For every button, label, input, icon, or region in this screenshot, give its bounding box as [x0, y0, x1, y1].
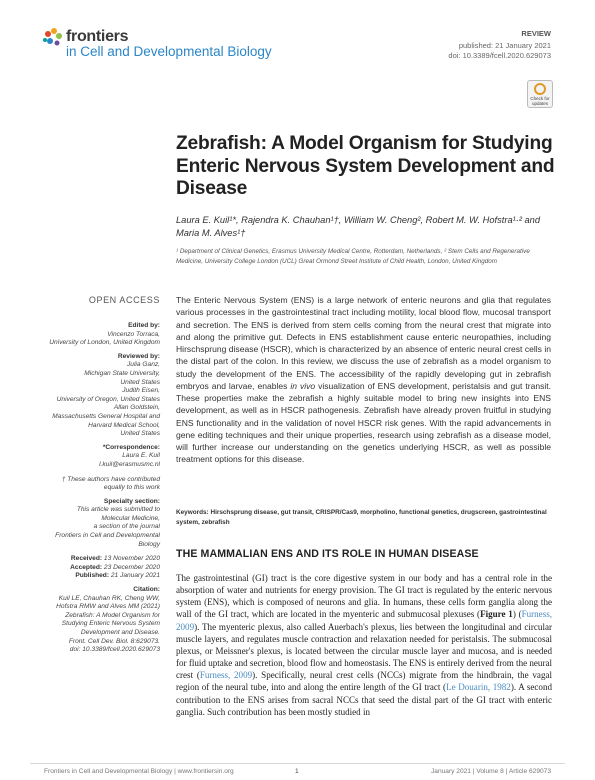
reviewer-affiliation: Michigan State University, — [84, 369, 160, 377]
figure-ref[interactable]: Figure 1 — [480, 609, 513, 620]
specialty-line: a section of the journal — [93, 523, 160, 531]
section-heading: THE MAMMALIAN ENS AND ITS ROLE IN HUMAN DISEASE — [176, 548, 479, 560]
citation-line: Studying Enteric Nervous System — [61, 620, 160, 628]
journal-name: in Cell and Developmental Biology — [66, 44, 272, 59]
check-badge-label: Check for updates — [530, 96, 550, 106]
received-date: 13 November 2020 — [103, 555, 160, 563]
footer-journal[interactable]: Frontiers in Cell and Developmental Biology | www.frontiersin.org — [44, 768, 234, 775]
abstract — [176, 294, 551, 466]
doi-link[interactable]: doi: 10.3389/fcell.2020.629073 — [448, 51, 551, 60]
citation-line: Kuil LE, Chauhan RK, Cheng WW, — [58, 594, 160, 602]
accepted-date: 23 December 2020 — [103, 563, 160, 571]
abstract-text: The Enteric Nervous System (ENS) is a large network of enteric neurons and glia that regulates various processes in the gastrointestinal tract including motility, local blood flow, mucosal transport and secretion. The ENS is derived from stem cells coming from the neural crest that migrate into and along the primitive gut. Defects in ENS establishment cause enteric neuropathies, including Hirschsprung disease (HSCR), which is characterized by an absence of enteric neural crest cells in the distal part of the colon. In this review, we discuss the use of zebrafish as a model organism to study the development of the ENS. The accessibility of the rapidly developing gut in zebrafish embryos and larvae, enables — [176, 295, 551, 391]
article-sidebar — [30, 322, 160, 655]
keywords — [176, 508, 551, 527]
article-dates — [30, 555, 160, 581]
reviewer-affiliation: University of Oregon, United States — [56, 395, 160, 403]
abstract-text: visualization of ENS development, peristalsis and gut transit. These properties make the zebrafish a highly suitable model to bring new insights into ENS development, as well as in HSCR pathogenesis. Zebrafish have already proven fruitful in studying ENS functionality and in the validation of novel HSCR risk genes. With the rapid advancements in gene editing techniques and their unique properties, research using zebrafish as a disease model, will further increase our understanding on the genetics underlying HSCR, as well as possible treatment options for this disease. — [176, 380, 552, 465]
reviewer-affiliation: Massachusetts General Hospital and — [52, 412, 160, 420]
footer-divider — [30, 763, 565, 764]
reviewer-name: Judith Eisen, — [122, 387, 160, 395]
citation-label: Citation: — [133, 586, 160, 594]
specialty-line: Biology — [138, 540, 160, 548]
body-span: ). The myenteric plexus, also called Auerbach's plexus, lies between the longitudinal and circular muscle layers, and regulates muscle contraction and relaxation needed for peristalsis. The submucosal plexus, or Meissner's plexus, is located between the circular muscle layer and mucosa, and is needed for fluid uptake and secretion, blood flow and homeostasis. The ENS is entirely derived from the neural crest ( — [176, 621, 552, 681]
article-type: REVIEW — [521, 29, 551, 38]
keywords-label: Keywords: — [176, 509, 209, 516]
article-title: Zebrafish: A Model Organism for Studying Enteric Nervous System Development and Disease — [176, 133, 555, 199]
affiliations: ¹ Department of Clinical Genetics, Erasmus University Medical Centre, Rotterdam, Netherlands, ² Stem Cells and Regenerative Medicine, University College London (UCL) Great Ormond Street Institute of Child Health, London, United Kingdom — [176, 248, 530, 266]
reviewer-name: Julia Ganz, — [127, 361, 160, 369]
correspondence-name: Laura E. Kuil — [122, 452, 160, 460]
footer-issue: January 2021 | Volume 8 | Article 629073 — [431, 768, 551, 775]
body-span: ). A second contribution to the ENS arises from sacral NCCs that seed the distal part of the GI tract with enteric ganglia. Such contribution has been mostly studied in — [176, 682, 553, 717]
reviewed-by-label: Reviewed by: — [117, 352, 160, 360]
specialty-line: This article was submitted to — [76, 506, 160, 514]
published-date: published: 21 January 2021 — [458, 41, 551, 50]
check-for-updates-badge[interactable] — [527, 80, 553, 108]
page-number: 1 — [295, 768, 299, 775]
body-span: The gastrointestinal (GI) tract is the core digestive system in our body and has a central role in the absorption of water and nutrients for energy provision. The GI tract is regulated by the enteric nervous system (ENS), which is composed of neurons and glia. In humans, these cells form ganglia along the wall of the GI tract, which are located in the myenteric and submucosal plexuses ( — [176, 573, 552, 620]
published-label: Published: — [75, 572, 110, 580]
equal-contribution-note: equally to this work — [103, 484, 160, 492]
specialty-line: Molecular Medicine, — [101, 514, 160, 522]
specialty-line: Frontiers in Cell and Developmental — [55, 532, 160, 540]
citation-link[interactable]: Le Douarin, 1982 — [446, 682, 511, 693]
citation-line: Front. Cell Dev. Biol. 8:629073. — [68, 637, 160, 645]
accepted-label: Accepted: — [70, 563, 103, 571]
abstract-italic: in vivo — [290, 380, 316, 391]
citation-link[interactable]: Furness, 2009 — [176, 609, 553, 632]
received-label: Received: — [70, 555, 103, 563]
specialty-label: Specialty section: — [103, 497, 160, 505]
reviewer-affiliation: United States — [120, 378, 160, 386]
journal-brand: frontiers — [66, 28, 129, 45]
correspondence-label: *Correspondence: — [102, 443, 160, 451]
update-ring-icon — [534, 83, 546, 95]
equal-contribution-note: † These authors have contributed — [61, 475, 160, 483]
editor-name: Vincenzo Torraca, — [107, 330, 160, 338]
citation-doi[interactable]: doi: 10.3389/fcell.2020.629073 — [69, 646, 160, 654]
author-list: Laura E. Kuil¹*, Rajendra K. Chauhan¹†, William W. Cheng², Robert M. W. Hofstra¹·² and Maria M. Alves¹† — [176, 215, 541, 238]
keywords-text: Hirschsprung disease, gut transit, CRISPR/Cas9, morpholino, functional genetics, drugscreen, gastrointestinal system, zebrafish — [176, 509, 547, 526]
citation-line: Development and Disease. — [80, 629, 160, 636]
reviewer-name: Allan Goldstein, — [113, 404, 160, 412]
open-access-label: OPEN ACCESS — [88, 295, 160, 305]
body-span: ) ( — [512, 609, 522, 620]
published-date-sidebar: 21 January 2021 — [110, 572, 160, 580]
reviewer-affiliation: United States — [120, 430, 160, 438]
reviewer-affiliation: Harvard Medical School, — [88, 421, 160, 429]
citation-link[interactable]: Furness, 2009 — [199, 670, 253, 681]
correspondence-email[interactable]: l.kuil@erasmusmc.nl — [99, 460, 160, 468]
editor-affiliation: University of London, United Kingdom — [49, 339, 160, 347]
edited-by-label: Edited by: — [128, 322, 160, 329]
body-span: ). Specifically, neural crest cells (NCCs) migrate from the hindbrain, the vagal region of the neural tube, into and along the entire length of the GI tract ( — [176, 670, 552, 693]
citation-line: Zebrafish: A Model Organism for — [65, 611, 160, 619]
body-text — [176, 572, 552, 718]
citation-line: Hofstra RMW and Alves MM (2021) — [56, 603, 160, 611]
